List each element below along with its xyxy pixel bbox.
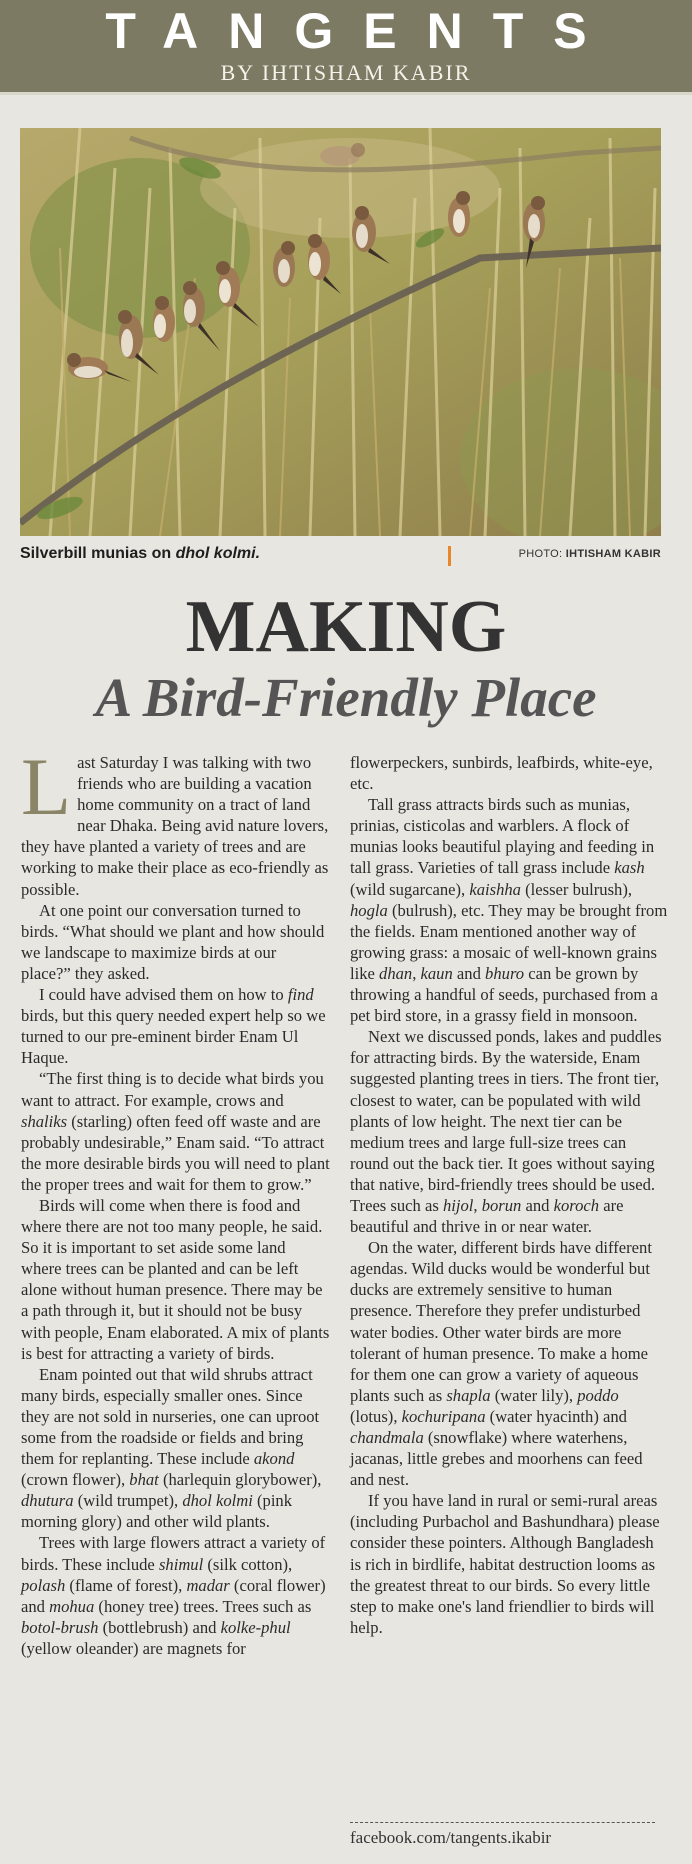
text-run: can be grown by throwing a handful of seeds, purchased from a pet bird store, in a grassy field in monsoon. bbox=[350, 963, 658, 1026]
text-run: and bbox=[452, 963, 486, 983]
text-run: (pink morning glory) and other wild plants. bbox=[21, 1491, 293, 1532]
text-run: (yellow oleander) are magnets for bbox=[21, 1638, 246, 1658]
text-emphasis: bhuro bbox=[485, 963, 525, 983]
text-emphasis: kochuripana bbox=[401, 1406, 486, 1426]
paragraph bbox=[21, 1364, 330, 1533]
text-run: (water hyacinth) and bbox=[485, 1406, 627, 1426]
photo-caption bbox=[20, 545, 260, 563]
paragraph: At one point our conversation turned to birds. “What should we plant and how should we landscape to maximize birds at our place?” they asked. bbox=[21, 900, 325, 983]
column-title: TANGENTS bbox=[105, 3, 617, 59]
text-run: (lesser bulrush), bbox=[520, 879, 633, 899]
text-run: Enam pointed out that wild shrubs attract many birds, especially smaller ones. Since they are not sold in nurseries, one can uproot some from the roadside or fields and bring them for replanting. These include bbox=[21, 1364, 320, 1469]
text-emphasis: shapla bbox=[446, 1385, 491, 1405]
text-emphasis: kaishha bbox=[469, 879, 521, 899]
text-run: (bottlebrush) and bbox=[98, 1617, 221, 1637]
caption-emphasis: dhol kolmi. bbox=[175, 545, 261, 562]
credit-label: PHOTO: bbox=[518, 548, 566, 560]
text-run: are beautiful and thrive in or near water. bbox=[350, 1195, 624, 1237]
text-run: I could have advised them on how to bbox=[39, 985, 288, 1005]
text-emphasis: dhol kolmi bbox=[182, 1491, 253, 1511]
masthead bbox=[0, 0, 692, 92]
paragraph-text: ast Saturday I was talking with two friends who are building a vacation home community on a tract of land near Dhaka. Being avid nature lovers, they have planted a variety of trees and are working to make their place as eco-friendly as possible. bbox=[21, 753, 329, 899]
text-emphasis: akond bbox=[253, 1449, 295, 1469]
text-run: (bulrush), etc. They may be brought from the fields. Enam mentioned another way of growing grass: a mosaic of well-known grains like bbox=[350, 900, 668, 983]
credit-name: IHTISHAM KABIR bbox=[565, 548, 661, 560]
divider bbox=[0, 92, 692, 95]
text-emphasis: dhutura bbox=[21, 1491, 74, 1511]
text-emphasis: kolke-phul bbox=[220, 1617, 291, 1637]
paragraph bbox=[21, 1532, 330, 1659]
text-run: (harlequin glorybower), bbox=[158, 1470, 322, 1490]
text-emphasis: shimul bbox=[158, 1554, 204, 1574]
text-run: (crown flower), bbox=[21, 1470, 130, 1490]
text-emphasis: poddo bbox=[577, 1385, 619, 1405]
text-run: (starling) often feed off waste and are probably undesirable,” Enam said. “To attract the more desirable birds you will need to plant the proper trees and wait for them to grow.” bbox=[21, 1111, 330, 1194]
text-emphasis: koroch bbox=[553, 1195, 600, 1215]
text-emphasis: kash bbox=[614, 858, 645, 878]
caption-text: Silverbill munias on bbox=[20, 545, 176, 562]
article-column-left bbox=[21, 741, 330, 1659]
text-emphasis: shaliks bbox=[21, 1111, 68, 1131]
text-run: (water lily), bbox=[490, 1385, 578, 1405]
text-run: Next we discussed ponds, lakes and puddles for attracting birds. By the waterside, Enam suggested planting trees in tiers. The front tier, closest to water, can be populated with wild plants of low height. The next tier can be medium trees and large full-size trees can round out the back tier. It goes without saying that native, bird-friendly trees should be used. Trees such as bbox=[350, 1027, 662, 1215]
text-run: “The first thing is to decide what birds you want to attract. For example, crows and bbox=[21, 1069, 324, 1110]
headline-line-2: A Bird-Friendly Place bbox=[95, 667, 597, 728]
photo-credit bbox=[519, 548, 661, 560]
paragraph-continued: flowerpeckers, sunbirds, leafbirds, white-eye, etc. bbox=[350, 753, 653, 794]
paragraph bbox=[21, 741, 330, 900]
photo-caption-row bbox=[20, 545, 661, 569]
paragraph: If you have land in rural or semi-rural areas (including Purbachol and Bashundhara) please consider these pointers. Although Bangladesh is rich in birdlife, habitat destruction looms as the greatest threat to our birds. So every little step to make one's land friendlier to birds will help. bbox=[350, 1491, 660, 1637]
text-emphasis: find bbox=[287, 985, 314, 1005]
text-run: Tall grass attracts birds such as munias, prinias, cisticolas and warblers. A flock of munias looks beautiful playing and feeding in tall grass. Varieties of tall grass include bbox=[350, 795, 655, 878]
text-run: Trees with large flowers attract a variety of birds. These include bbox=[21, 1533, 326, 1574]
byline: BY IHTISHAM KABIR bbox=[220, 60, 472, 85]
text-emphasis: botol-brush bbox=[21, 1617, 99, 1637]
text-emphasis: madar bbox=[186, 1575, 230, 1595]
text-emphasis: kaun bbox=[420, 963, 453, 983]
paragraph bbox=[350, 1237, 668, 1490]
bird-photo bbox=[20, 128, 661, 536]
text-run: (wild sugarcane), bbox=[350, 879, 470, 899]
text-emphasis: mohua bbox=[49, 1596, 95, 1616]
paragraph bbox=[21, 1068, 330, 1195]
text-run: (coral flower) and bbox=[21, 1575, 326, 1616]
signature-link[interactable]: facebook.com/tangents.ikabir bbox=[350, 1828, 552, 1847]
text-run: and bbox=[521, 1195, 554, 1215]
text-emphasis: dhan bbox=[379, 963, 413, 983]
paragraph: Birds will come when there is food and where there are not too many people, he said. So it is important to set aside some land where trees can be planted and can be left alone without human presence. There may be a path through it, but it should not be busy with people, Enam elaborated. A mix of plants is best for attracting a variety of birds. bbox=[21, 1195, 330, 1363]
text-run: On the water, different birds have different agendas. Wild ducks would be wonderful but ducks are extremely sensitive to human presence. Therefore they prefer undisturbed water bodies. Other water birds are more tolerant of human presence. To make a home for them one can grow a variety of aqueous plants such as bbox=[350, 1238, 652, 1405]
text-emphasis: borun bbox=[481, 1195, 522, 1215]
credit-accent-bar bbox=[448, 546, 451, 566]
text-emphasis: hijol bbox=[442, 1195, 474, 1215]
text-run: (wild trumpet), bbox=[73, 1491, 183, 1511]
text-run: (flame of forest), bbox=[65, 1575, 187, 1595]
text-run: (silk cotton), bbox=[203, 1554, 293, 1574]
text-emphasis: chandmala bbox=[350, 1428, 424, 1447]
text-run: , bbox=[473, 1195, 482, 1215]
paragraph bbox=[350, 794, 668, 1026]
text-run: (lotus), bbox=[350, 1406, 402, 1426]
signature-divider bbox=[350, 1822, 655, 1823]
text-run: (snowflake) where waterhens, jacanas, little grebes and moorhens can feed and nest. bbox=[350, 1428, 643, 1490]
drop-cap: L bbox=[21, 741, 72, 832]
article-column-right bbox=[350, 752, 668, 1638]
paragraph bbox=[350, 1026, 668, 1237]
text-run: , bbox=[412, 963, 421, 983]
text-emphasis: hogla bbox=[350, 900, 388, 920]
headline-line-1: MAKING bbox=[185, 586, 507, 668]
paragraph bbox=[21, 984, 330, 1068]
text-run: birds, but this query needed expert help so we turned to our pre-eminent birder Enam Ul Haque. bbox=[21, 1006, 326, 1068]
text-emphasis: bhat bbox=[129, 1470, 159, 1490]
text-run: (honey tree) trees. Trees such as bbox=[94, 1596, 312, 1616]
text-emphasis: polash bbox=[21, 1575, 66, 1595]
